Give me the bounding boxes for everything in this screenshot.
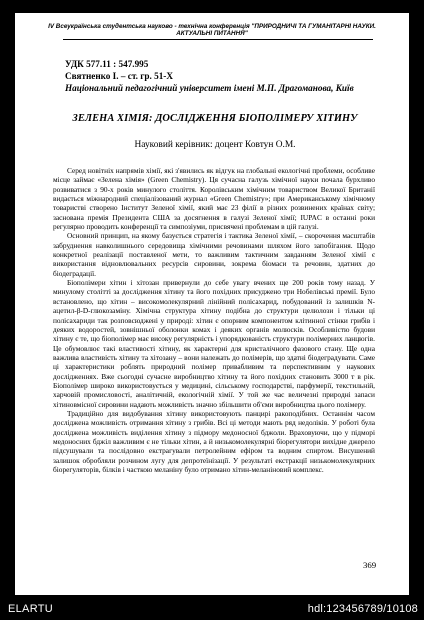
- header-divider: [63, 39, 373, 40]
- author-line: Святненко І. – ст. гр. 51-Х: [65, 71, 173, 81]
- paragraph: Основний принцип, на якому базується стратегія і тактика Зеленої хімії, – скорочення масштабів забруднення навколишнього середовища хімічними речовинами шляхом його запобігання. Щодо конкретної реалізації поставленої мети, то важливим тактичним завданням Зеленої хімії є використання відновлювальних ресурсів сировини, зокрема біомаси та речовин, здатних до біодеградації.: [53, 231, 375, 278]
- article-body: [53, 166, 375, 474]
- page-number: 369: [363, 560, 377, 570]
- repository-footer: [0, 600, 424, 620]
- article-title: ЗЕЛЕНА ХІМІЯ: ДОСЛІДЖЕННЯ БІОПОЛІМЕРУ ХІТИНУ: [72, 113, 358, 124]
- article-meta: [65, 58, 365, 94]
- conference-header-line1: IV Всеукраїнська студентська науково - технічна конференція "ПРИРОДНИЧІ ТА ГУМАНІТАРНІ НАУКИ.: [48, 23, 376, 30]
- udk-code: УДК 577.11 : 547.995: [65, 59, 149, 69]
- conference-header: [15, 23, 409, 37]
- paragraph: Біополімери хітин і хітозан привернули до себе увагу вчених ще 200 років тому назад. У минулому столітті за дослідження хітину та його похідних присуджено три Нобелівські премії. Було встановлено, що хітин – високомолекулярний лінійний полісахарид, побудований із залишків N-ацетил-β-D-глюкозаміну. Хімічна структура хітину подібна до структури целюлози і тільки ці полісахариди так розповсюджені у природі: хітин є опорним компонентом клітинної стінки грибів і деяких водоростей, зовнішньої оболонки комах і деяких органів молюсків. Особливістю будови хітину є те, що біополімер має високу регулярність і упорядкованість структури полімерних ланцюгів. Це обумовлює такі властивості хітину, як характерні для кристалічного фазового стану. Ще одна важлива властивість хітину та хітозану – вони належать до полімерів, що здатні біодеградувати. Саме ці характеристики роблять природний полімер привабливим та перспективним у наукових дослідженнях. Вже сьогодні сучасне виробництво хітину та його похідних становить 3000 т в рік. Біополімер широко використовується у медицині, сільському господарстві, парфумерії, текстильній, харчовій промисловості, аналітичній, екологічній хімії. У той же час величезні природні запаси хітиновмісної сировини надають можливість значно збільшити об'єми виробництва цього полімеру.: [53, 278, 375, 409]
- handle-link[interactable]: hdl:123456789/10108: [307, 603, 418, 615]
- supervisor-line: Науковий керівник: доцент Ковтун О.М.: [134, 140, 296, 150]
- paragraph: Традиційно для видобування хітину використовують панцирі ракоподібних. Останнім часом досліджена можливість отримання хітину з грибів. Всі ці методи мають ряд недоліків. У роботі була досліджена можливість виділення хітину з підмору медоносної бджоли. Враховуючи, що у підморі медоносних бджіл важливим є не тільки хітин, а й низькомолекулярні біорегулятори вихідне джерело підсушували та послідовно екстрагували петролейним ефіром та водним спиртом. Висушений залишок обробляли розчином лугу для депротеїнізації. У результаті екстракції низькомолекулярних біорегуляторів, білків і часткою меланіну було отримано хітин-меланіновий комплекс.: [53, 408, 375, 474]
- institution-line: Національний педагогічний університет імені М.П. Драгоманова, Київ: [65, 83, 354, 93]
- document-page: [15, 13, 409, 595]
- paragraph: Серед новітніх напрямів хімії, які з'явились як відгук на глобальні екологічні проблеми, особливе місце займає «Зелена хімія» (Green Chemistry). Ця сучасна галузь хімічної науки почала бурхливо розвиватися з 90-х років минулого століття. Королівським хімічним товариством Великої Британії видається міжнародний спеціалізований журнал «Green Chemistry»; при Американському хімічному товаристві створено Інститут Зеленої хімії, який має 23 філії в різних розвинених країнах світу; заснована премія Президента США за досягнення в галузі Зеленої хімії; IUPAC в останні роки регулярно проводить конференції та симпозіуми, присвячені проблемам в цій галузі.: [53, 166, 375, 232]
- conference-header-line2: АКТУАЛЬНІ ПИТАННЯ": [176, 30, 248, 38]
- repository-name: ELARTU: [8, 603, 53, 615]
